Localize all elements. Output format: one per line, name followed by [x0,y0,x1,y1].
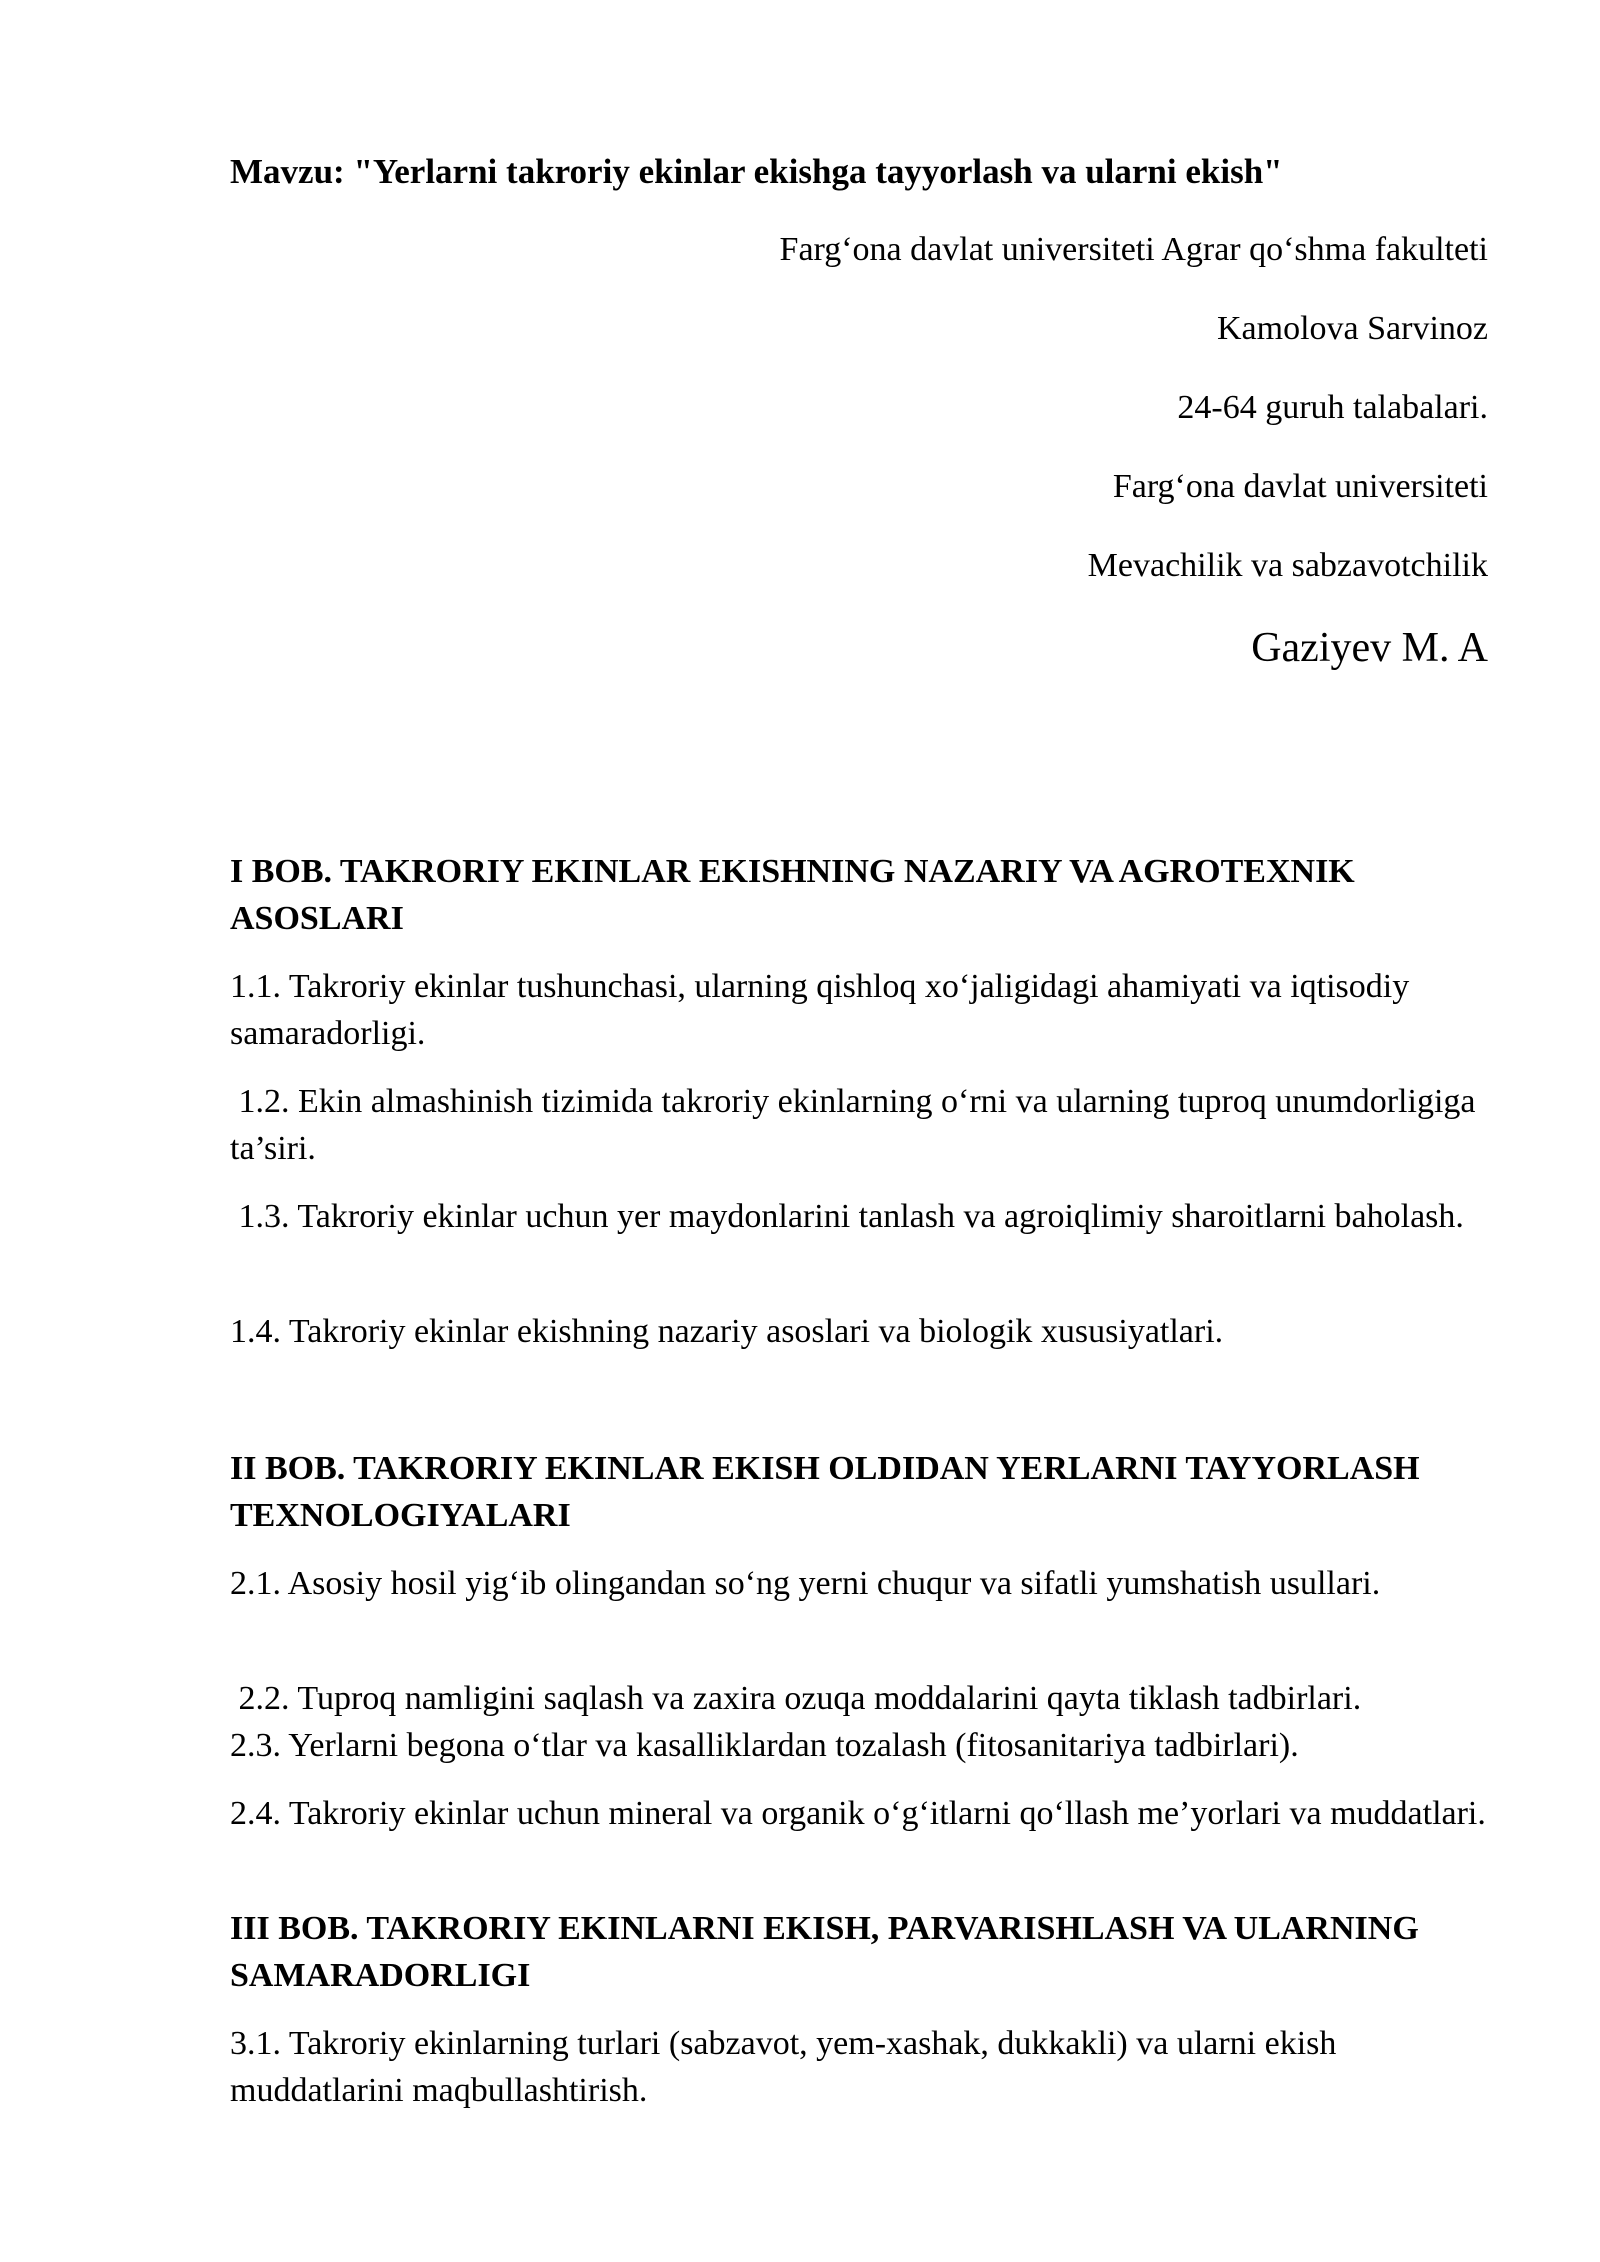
topic-heading: Mavzu: "Yerlarni takroriy ekinlar ekishga tayyorlash va ularni ekish" [230,152,1283,191]
section-2-1: 2.1. Asosiy hosil yig‘ib olingandan so‘ng yerni chuqur va sifatli yumshatish usullari. [230,1565,1381,1602]
section-1-1: 1.1. Takroriy ekinlar tushunchasi, ularning qishloq xo‘jaligidagi ahamiyati va iqtisodiy samaradorligi. [230,968,1410,1052]
section-1-2: 1.2. Ekin almashinish tizimida takroriy ekinlarning o‘rni va ularning tuproq unumdorligiga ta’siri. [230,1083,1484,1167]
section-2-4: 2.4. Takroriy ekinlar uchun mineral va organik o‘g‘itlarni qo‘llash me’yorlari va muddatlari. [230,1795,1486,1832]
supervisor-name: Gaziyev M. A [1251,625,1488,671]
section-2-3: 2.3. Yerlarni begona o‘tlar va kasalliklardan tozalash (fitosanitariya tadbirlari). [230,1727,1299,1764]
chapter-3-title: III BOB. TAKRORIY EKINLARNI EKISH, PARVARISHLASH VA ULARNING SAMARADORLIGI [230,1910,1419,1994]
section-1-4: 1.4. Takroriy ekinlar ekishning nazariy asoslari va biologik xususiyatlari. [230,1313,1224,1350]
author-name: Kamolova Sarvinoz [1217,310,1488,347]
author-faculty: Farg‘ona davlat universiteti Agrar qo‘shma fakulteti [779,231,1488,268]
section-2-2: 2.2. Tuproq namligini saqlash va zaxira ozuqa moddalarini qayta tiklash tadbirlari. [230,1680,1362,1717]
section-3-1: 3.1. Takroriy ekinlarning turlari (sabzavot, yem-xashak, dukkakli) va ularni ekish muddatlarini maqbullashtirish. [230,2025,1337,2109]
author-department: Mevachilik va sabzavotchilik [1087,547,1488,584]
chapter-2-title: II BOB. TAKRORIY EKINLAR EKISH OLDIDAN YERLARNI TAYYORLASH TEXNOLOGIYALARI [230,1450,1420,1534]
author-university: Farg‘ona davlat universiteti [1112,468,1488,505]
chapter-1-title: I BOB. TAKRORIY EKINLAR EKISHNING NAZARIY VA AGROTEXNIK ASOSLARI [230,853,1355,937]
section-1-3: 1.3. Takroriy ekinlar uchun yer maydonlarini tanlash va agroiqlimiy sharoitlarni baholash. [230,1198,1464,1235]
author-group: 24-64 guruh talabalari. [1177,389,1488,426]
